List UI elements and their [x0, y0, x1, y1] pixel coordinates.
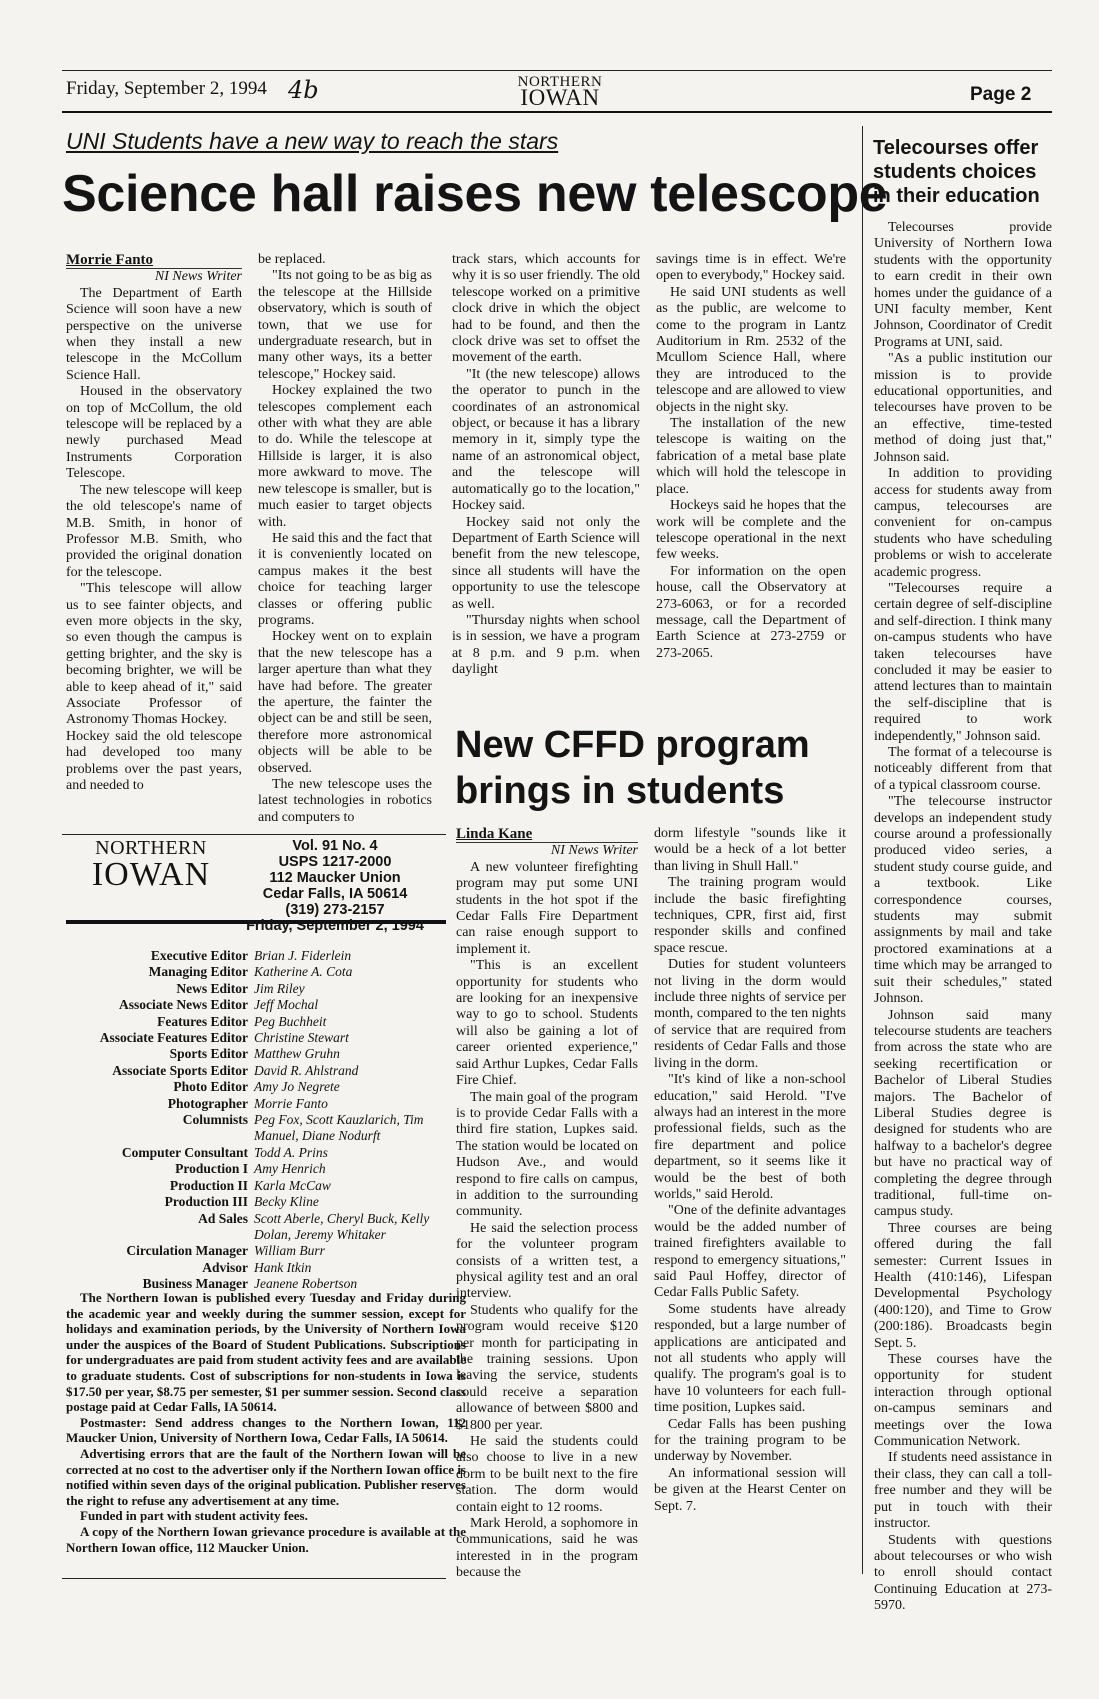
staff-role: Production III [164, 1194, 248, 1210]
paragraph: He said this and the fact that it is conveniently located on campus makes it the best choice for teaching larger classes or offering public programs. [258, 530, 432, 628]
usps: USPS 1217-2000 [278, 854, 392, 870]
cffd-byline: Linda Kane [456, 826, 533, 842]
staff-role: Sports Editor [169, 1046, 248, 1062]
staff-role: Photo Editor [173, 1079, 248, 1095]
paragraph: Hockey said the old telescope had developed too many problems over the past years, and needed to [66, 728, 242, 793]
top-rule [62, 70, 1052, 71]
cffd-column-2 [654, 826, 846, 1576]
paragraph: Hockey explained the two telescopes complement each other with what they are able to do. While the telescope at Hillside is larger, it is also more awkward to move. The new telescope is smaller, but is much easier to target objects with. [258, 383, 432, 530]
paragraph: "This telescope will allow us to see fainter objects, and even more objects in the sky, so even though the campus is getting brighter, and the sky is becoming brighter, we will be able to keep ahead of it," said Associate Professor of Astronomy Thomas Hockey. [66, 581, 242, 728]
paragraph: The installation of the new telescope is waiting on the fabrication of a metal base plate which will hold the telescope in place. [656, 416, 846, 497]
sidebar-headline: Telecourses offer students choices in their education [873, 137, 1040, 207]
paragraph: Students with questions about telecourses or who wish to enroll should contact Continuing Education at 273-5970. [874, 1532, 1052, 1614]
staff-name: Becky Kline [254, 1194, 319, 1210]
paragraph: Johnson said many telecourse students are teachers from across the state who are seeking recertification or Bachelor of Liberal Studies majors. The Bachelor of Liberal Studies degree is designed for students who are halfway to a bachelor's degree but have no practical way of completing the degree through traditional, full-time on-campus study. [874, 1007, 1052, 1220]
paragraph: The new telescope uses the latest technologies in robotics and computers to [258, 777, 432, 825]
staff-role: Photographer [167, 1095, 248, 1111]
masthead-nameplate [66, 838, 236, 892]
paragraph: He said UNI students as well as the public, are welcome to come to the program in Lantz Auditorium in Rm. 2532 of the Mcullom Science Hall, where they are introduced to the telescope and are allowed to view objects in the night sky. [656, 284, 846, 415]
paragraph: If students need assistance in their class, they can call a toll-free number and they will be put in touch with their instructor. [874, 1450, 1052, 1532]
paragraph: These courses have the opportunity for student interaction through optional on-campus seminars and meetings over the Iowa Communication Network. [874, 1352, 1052, 1450]
paragraph: "Thursday nights when school is in session, we have a program at 8 p.m. and 9 p.m. when daylight [452, 612, 640, 678]
phone: (319) 273-2157 [285, 902, 385, 918]
staff-name: Jim Riley [254, 980, 305, 996]
paragraph: An informational session will be given at the Hearst Center on Sept. 7. [654, 1465, 846, 1514]
staff-row [66, 1014, 466, 1030]
paragraph: Three courses are being offered during the fall semester: Current Issues in Health (410:146), Lifespan Developmental Psychology (400:120), and Time to Grow (200:186). Broadcasts begin Sept. 5. [874, 1220, 1052, 1351]
staff-role: Associate Sports Editor [112, 1062, 248, 1078]
staff-row [66, 1030, 466, 1046]
sidebar-column [874, 220, 1052, 1614]
staff-name: David R. Ahlstrand [254, 1062, 359, 1078]
paragraph: Telecourses provide University of Northern Iowa students with the opportunity to earn credit in their own homes under the guidance of a UNI faculty member, Kent Johnson, Coordinator of Credit Programs at UNI, said. [874, 220, 1052, 350]
staff-role: News Editor [176, 980, 248, 996]
staff-role: Ad Sales [198, 1210, 248, 1226]
notice-paragraph: Funded in part with student activity fees. [80, 1508, 308, 1524]
cffd-headline-line-1: New CFFD program [455, 724, 810, 766]
paragraph: Mark Herold, a sophomore in communications, said he was interested in in the program because the [456, 1516, 638, 1581]
paragraph: track stars, which accounts for why it is so user friendly. The old telescope worked on a primitive clock drive in which the object had to be found, and then the clock drive was set to offset the movement of the earth. [452, 252, 640, 366]
paragraph: "It's kind of like a non-school education," said Herold. "I've always had an interest in the more professional fields, such as the fire department and police department, so it seems like it would be the best of both worlds," said Herold. [654, 1072, 846, 1202]
staff-row [66, 1079, 466, 1095]
issue-date: Friday, September 2, 1994 [66, 78, 267, 99]
masthead-rule-bottom [62, 1578, 446, 1579]
nameplate-northern: NORTHERN [95, 837, 207, 859]
staff-name: Todd A. Prins [254, 1144, 328, 1160]
staff-name: Hank Itkin [254, 1259, 312, 1275]
staff-role: Associate Features Editor [99, 1030, 248, 1046]
masthead-iowan: IOWAN [520, 85, 600, 110]
notice-paragraph: Postmaster: Send address changes to the Northern Iowan, 112 Maucker Union, University of Northern Iowa, Cedar Falls, IA 50614. [66, 1414, 466, 1446]
staff-name: Matthew Gruhn [254, 1046, 340, 1062]
paragraph: He said the selection process for the volunteer program consists of a written test, a physical agility test and an oral interview. [456, 1220, 638, 1302]
staff-row [66, 1046, 466, 1062]
paragraph: He said the students could also choose to live in a new dorm to be built next to the fire station. The dorm would contain eight to 12 rooms. [456, 1434, 638, 1515]
staff-role: Advisor [202, 1259, 248, 1275]
staff-name: Morrie Fanto [254, 1095, 328, 1111]
notice-paragraph: A copy of the Northern Iowan grievance procedure is available at the Northern Iowan office, 112 Maucker Union. [66, 1523, 466, 1555]
notice-paragraph: The Northern Iowan is published every Tuesday and Friday during the academic year and weekly during the summer session, except for holidays and examination periods, by the University of Northern Iowa under the auspices of the Board of Student Publications. Subscriptions for undergraduates are paid from student activity fees and are available to graduate students. Cost of subscriptions for non-students in Iowa is $17.50 per year, $8.75 per semester, $1 per summer session. Second class postage paid at Cedar Falls, IA 50614. [66, 1290, 466, 1415]
masthead-rule-top [62, 834, 446, 835]
staff-role: Production I [175, 1161, 248, 1177]
staff-row [66, 964, 466, 980]
paragraph: "It (the new telescope) allows the operator to punch in the coordinates of an astronomical object, or because it has a library memory in it, simply type the name of an astronomical object, and the telescope will automatically go to the location," Hockey said. [452, 366, 640, 514]
telescope-column-3 [452, 252, 640, 712]
staff-role: Production II [169, 1177, 248, 1193]
publication-notice [66, 1290, 466, 1555]
staff-name: Katherine A. Cota [254, 964, 353, 980]
paragraph: Hockey went on to explain that the new telescope has a larger aperture than what they have had before. The greater the aperture, the fainter the object can be and still be seen, therefore more astronomical objects will be able to be observed. [258, 629, 432, 776]
staff-role: Columnists [182, 1112, 248, 1128]
staff-row [66, 1211, 466, 1244]
staff-name: Peg Fox, Scott Kauzlarich, Tim Manuel, Diane Nodurft [254, 1112, 424, 1144]
staff-role: Features Editor [157, 1013, 248, 1029]
paragraph: In addition to providing access for students away from campus, telecourses are convenient for on-campus students who have scheduling problems or wish to accelerate academic progress. [874, 466, 1052, 580]
address-line-1: 112 Maucker Union [269, 870, 401, 886]
telescope-column-1 [66, 252, 242, 828]
paragraph: The Department of Earth Science will soon have a new perspective on the universe when they install a new telescope in the McCollum Science Hall. [66, 285, 242, 383]
cffd-headline-line-2: brings in students [455, 770, 785, 812]
staff-list [66, 948, 466, 1293]
staff-row [66, 1194, 466, 1210]
staff-name: Jeanene Robertson [254, 1276, 358, 1292]
paragraph: "Its not going to be as big as the telescope at the Hillside observatory, which is south of town, that we use for undergraduate research, but in many other ways, its a better telescope," Hockey said. [258, 268, 432, 382]
paragraph: Duties for student volunteers not living in the dorm would include three nights of service per month, compared to the ten nights of service that are required from residents of Cedar Falls and those living in the dorm. [654, 957, 846, 1071]
paragraph: "Telecourses require a certain degree of self-discipline and self-direction. I think many on-campus students who have taken telecourses have concluded it may be easier to attend lectures than to maintain the self-discipline that is required to work independently," Johnson said. [874, 580, 1052, 744]
paragraph: "The telecourse instructor develops an independent study course around a professionally produced video series, a student study course guide, and a textbook. Like correspondence courses, students may submit assignments by mail and take proctored examinations at a time which may be arranged to suit their schedules," stated Johnson. [874, 794, 1052, 1007]
paragraph: Housed in the observatory on top of McCollum, the old telescope will be replaced by a newly purchased Mead Instruments Corporation Telescope. [66, 384, 242, 482]
staff-name: Karla McCaw [254, 1177, 331, 1193]
handwritten-mark: 4b [288, 76, 319, 104]
paragraph: Cedar Falls has been pushing for the training program to be underway by November. [654, 1416, 846, 1465]
staff-row [66, 1096, 466, 1112]
staff-name: Christine Stewart [254, 1030, 349, 1046]
sidebar-divider [862, 126, 863, 1574]
header-rule [62, 111, 1052, 113]
staff-role: Business Manager [142, 1276, 248, 1292]
staff-row [66, 948, 466, 964]
staff-row [66, 1145, 466, 1161]
staff-role: Associate News Editor [119, 997, 248, 1013]
paragraph: "This is an excellent opportunity for students who are looking for an inexpensive way to go to school. Students will also be gaining a lot of career oriented experience," said Arthur Lupkes, Cedar Falls Fire Chief. [456, 958, 638, 1089]
staff-row [66, 1178, 466, 1194]
staff-name: Peg Buchheit [254, 1013, 327, 1029]
paragraph: For information on the open house, call the Observatory at 273-6063, or for a recorded message, call the Department of Earth Science at 273-2759 or 273-2065. [656, 563, 846, 661]
staff-name: Brian J. Fiderlein [254, 948, 352, 963]
nameplate-iowan: IOWAN [91, 856, 211, 893]
paragraph: be replaced. [258, 252, 326, 267]
staff-row [66, 981, 466, 997]
masthead-info [240, 838, 430, 934]
address-line-2: Cedar Falls, IA 50614 [262, 886, 408, 902]
paragraph: savings time is in effect. We're open to everybody," Hockey said. [656, 252, 846, 284]
staff-row [66, 1243, 466, 1259]
masthead-northern: NORTHERN [517, 74, 603, 90]
staff-role: Executive Editor [150, 948, 248, 963]
cffd-headline [455, 722, 810, 814]
staff-role: Managing Editor [148, 964, 248, 980]
paragraph: The new telescope will keep the old telescope's name of M.B. Smith, in honor of Professor M.B. Smith, who provided the original donation for the telescope. [66, 482, 242, 580]
staff-row [66, 997, 466, 1013]
page-number: Page 2 [970, 84, 1032, 105]
paragraph: Hockeys said he hopes that the work will be complete and the telescope operational in the next few weeks. [656, 498, 846, 563]
volume: Vol. 91 No. 4 [292, 838, 378, 854]
byline-title: NI News Writer [66, 268, 242, 285]
staff-name: Jeff Mochal [254, 997, 319, 1013]
story-kicker: UNI Students have a new way to reach the stars [66, 128, 559, 154]
paragraph: A new volunteer firefighting program may put some UNI students in the hot spot if the Cedar Falls Fire Department can raise enough support to implement it. [456, 859, 638, 957]
cffd-byline-title: NI News Writer [456, 842, 638, 859]
paragraph: dorm lifestyle "sounds like it would be a heck of a lot better than living in Shull Hall." [654, 826, 846, 874]
paragraph: Some students have already responded, but a large number of applications are anticipated and not all students who apply will qualify. The program's goal is to have 10 volunteers for each full-time position, Lupkes said. [654, 1301, 846, 1416]
staff-row [66, 1112, 466, 1145]
story-headline: Science hall raises new telescope [62, 165, 888, 223]
staff-name: William Burr [254, 1243, 325, 1259]
staff-row [66, 1161, 466, 1177]
header-masthead [510, 74, 610, 110]
staff-name: Amy Jo Negrete [254, 1079, 340, 1095]
staff-row [66, 1260, 466, 1276]
paragraph: "One of the definite advantages would be the added number of trained firefighters available to respond to emergency situations," said Paul Hoffey, director of Cedar Falls Public Safety. [654, 1203, 846, 1301]
paragraph: Students who qualify for the program would receive $120 per month for participating in the training sessions. Upon leaving the service, students could receive a separation allowance of between $800 and $1800 per year. [456, 1302, 638, 1433]
staff-role: Circulation Manager [126, 1243, 248, 1259]
telescope-column-4 [656, 252, 846, 712]
masthead-date: Friday, September 2, 1994 [246, 918, 424, 934]
notice-paragraph: Advertising errors that are the fault of the Northern Iowan will be corrected at no cost to the advertiser only if the Northern Iowan office is notified within seven days of the original publication. Publisher reserves the right to refuse any advertisement at any time. [66, 1445, 466, 1508]
cffd-column-1 [456, 826, 638, 1581]
staff-name: Scott Aberle, Cheryl Buck, Kelly Dolan, Jeremy Whitaker [254, 1210, 430, 1242]
paragraph: The training program would include the basic firefighting techniques, CPR, first aid, first responder skills and confined space rescue. [654, 875, 846, 956]
paragraph: "As a public institution our mission is to provide educational opportunities, and telecourses have proven to be an effective, time-tested method of doing just that," Johnson said. [874, 351, 1052, 465]
staff-name: Amy Henrich [254, 1161, 326, 1177]
paragraph: Hockey said not only the Department of Earth Science will benefit from the new telescope, since all students will have the opportunity to use the telescope as well. [452, 514, 640, 612]
byline: Morrie Fanto [66, 252, 154, 268]
telescope-column-2 [258, 252, 432, 828]
staff-role: Computer Consultant [121, 1144, 248, 1160]
paragraph: The format of a telecourse is noticeably different from that of a typical classroom course. [874, 745, 1052, 793]
paragraph: The main goal of the program is to provide Cedar Falls with a third fire station, Lupkes said. The station would be located on Hudson Ave., and would respond to fire calls on campus, in addition to the surrounding community. [456, 1089, 638, 1220]
staff-row [66, 1063, 466, 1079]
